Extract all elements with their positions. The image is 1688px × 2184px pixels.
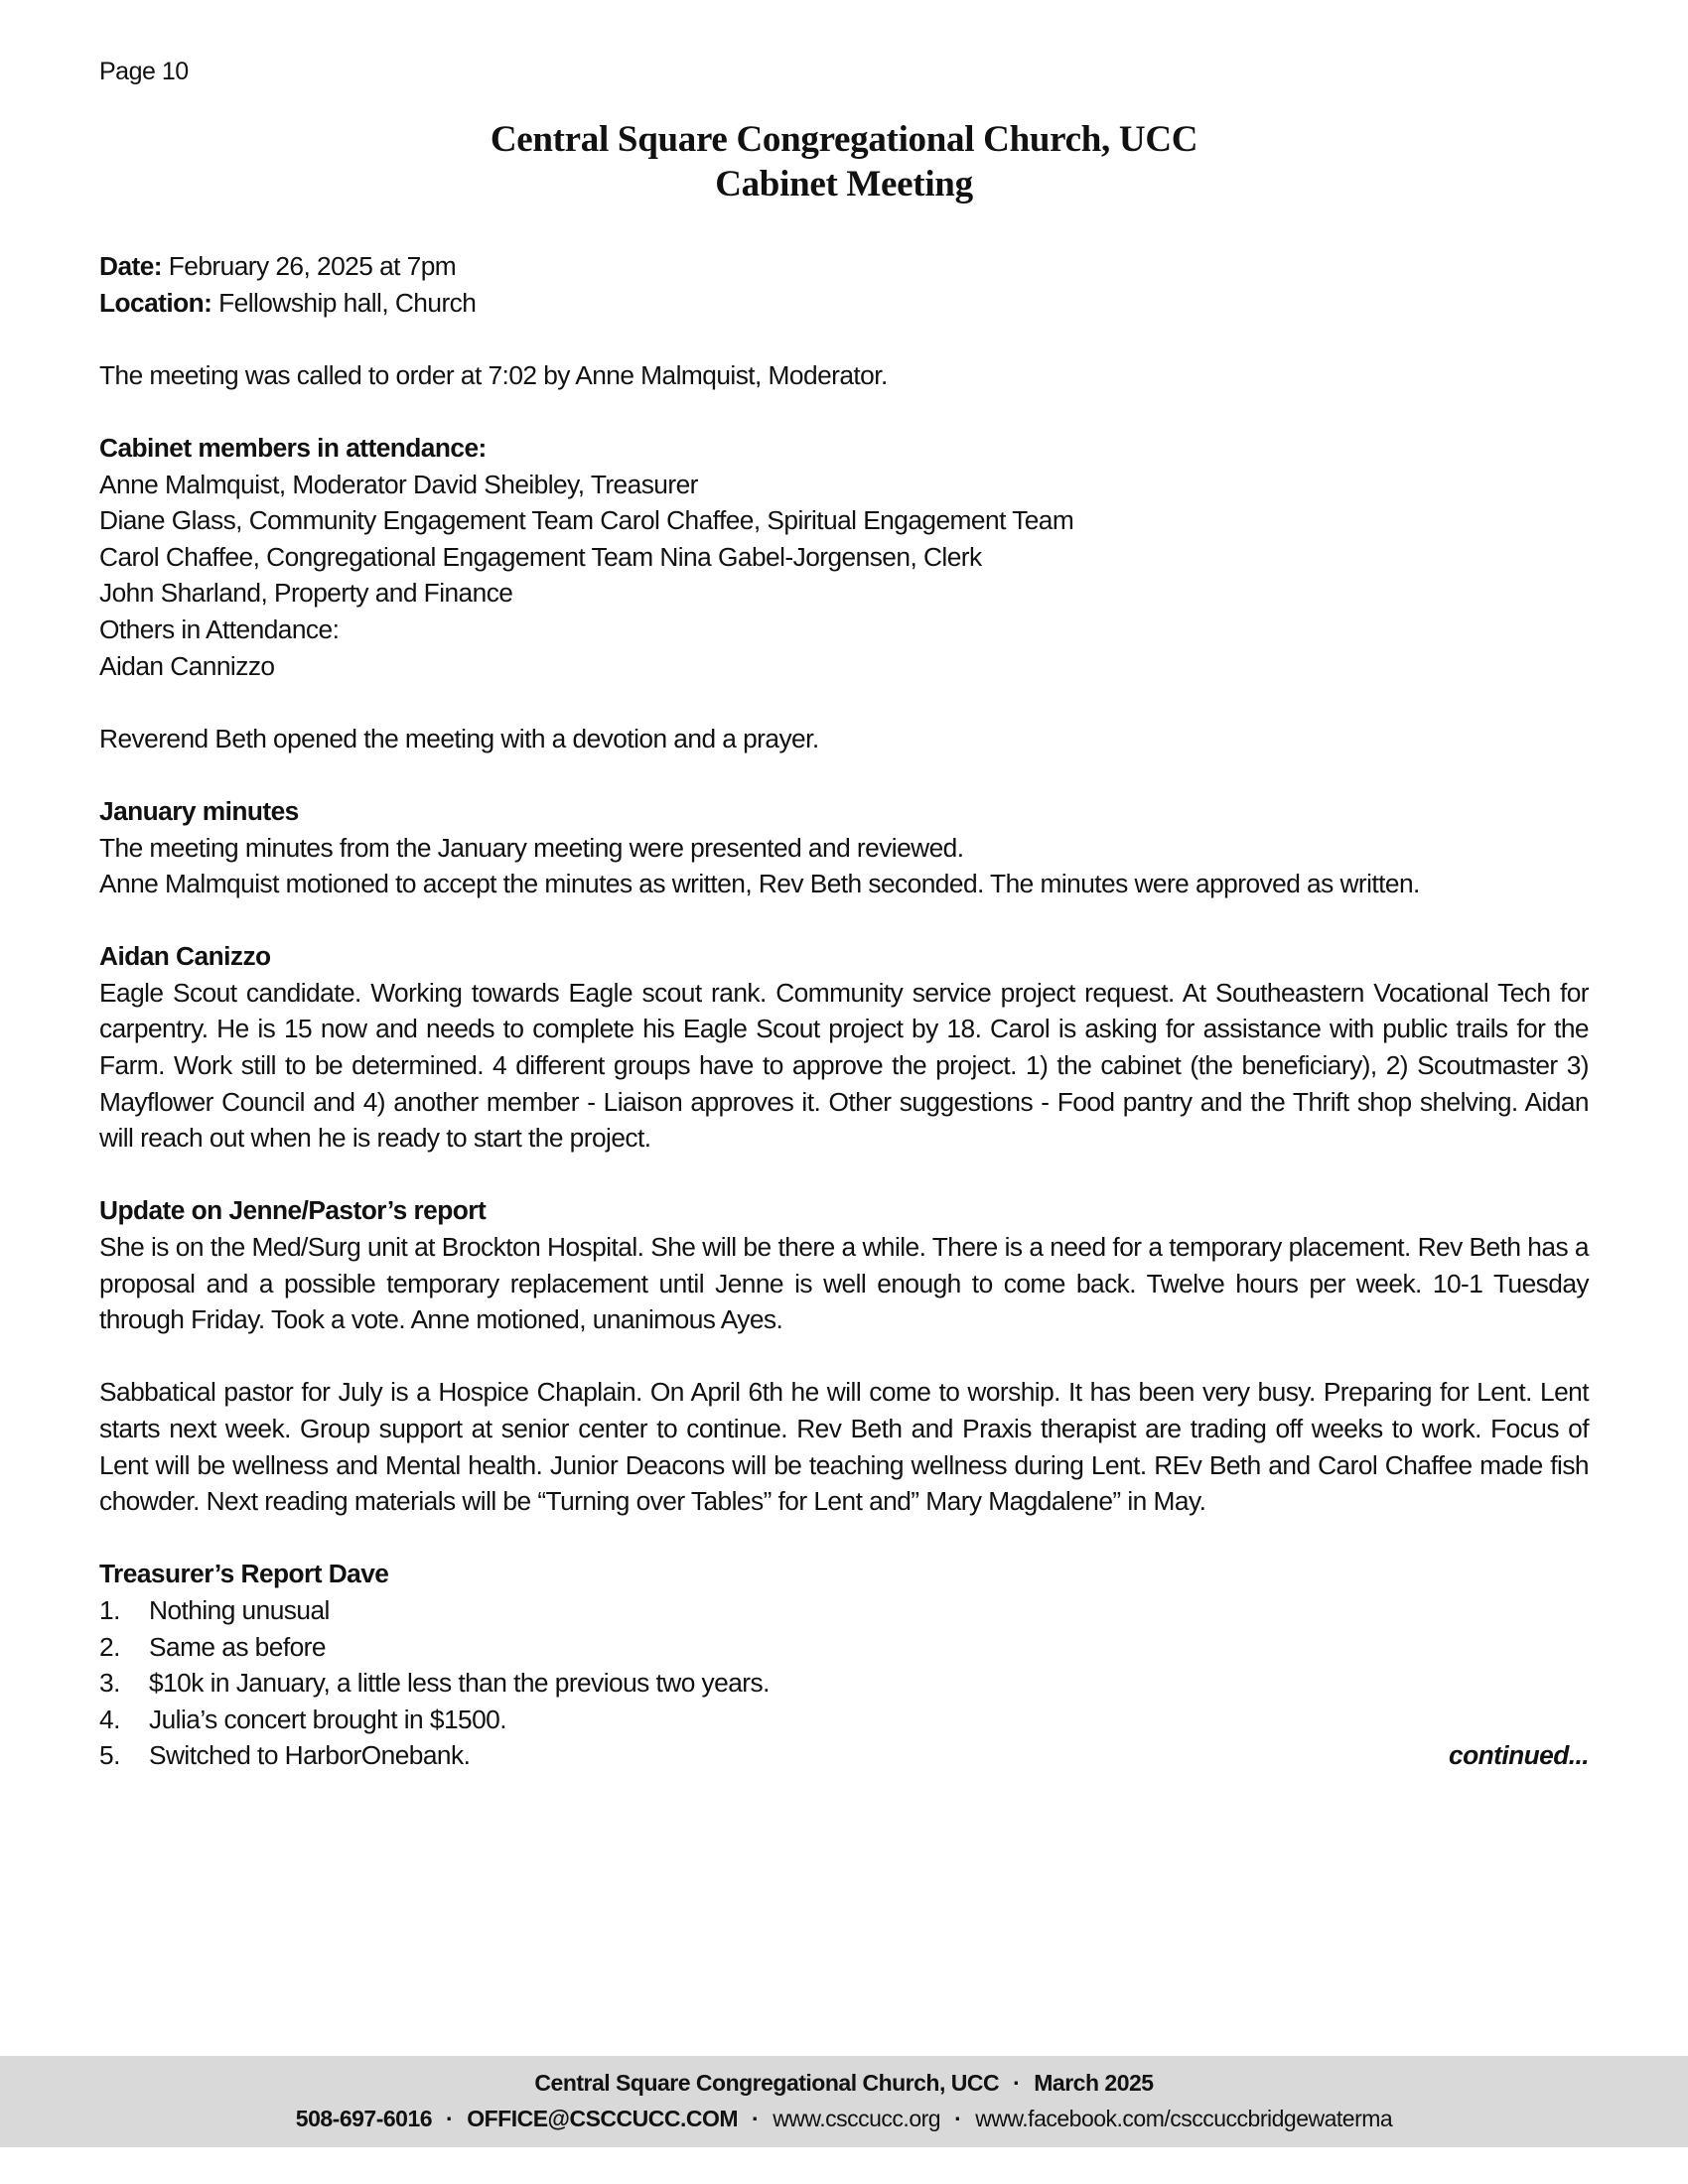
aidan-heading: Aidan Canizzo <box>99 941 271 972</box>
title-meeting-name: Cabinet Meeting <box>715 164 973 205</box>
january-minutes-line: Anne Malmquist motioned to accept the minutes as written, Rev Beth seconded. The minutes were approved as written. <box>99 869 1420 899</box>
footer-contact-line <box>0 2106 1688 2132</box>
separator-dot: · <box>1013 2070 1021 2096</box>
aidan-body: Eagle Scout candidate. Working towards Eagle scout rank. Community service project request. At Southeastern Vocational Tech for carpentry. He is 15 now and needs to complete his Eagle Scout project by 18. Carol is asking for assistance with public trails for the Farm. Work still to be determined. 4 different groups have to approve the project. 1) the cabinet (the beneficiary), 2) Scoutmaster 3) Mayflower Council and 4) another member - Liaison approves it. Other suggestions - Food pantry and the Thrift shop shelving. Aidan will reach out when he is ready to start the project. <box>99 977 1589 1154</box>
list-item: 2. Same as before <box>99 1631 326 1662</box>
page-footer <box>0 2056 1688 2147</box>
pastor-report-body-2: Sabbatical pastor for July is a Hospice Chaplain. On April 6th he will come to worship. It has been very busy. Preparing for Lent. Lent starts next week. Group support at senior center to continue. Rev Beth and Praxis therapist are trading off weeks to work. Focus of Lent will be wellness and Mental health. Junior Deacons will be teaching wellness during Lent. REv Beth and Carol Chaffee made fish chowder. Next reading materials will be “Turning over Tables” for Lent and” Mary Magdalene” in May. <box>99 1377 1589 1517</box>
list-item: 1. Nothing unusual <box>99 1594 330 1625</box>
page-number: Page 10 <box>99 58 189 85</box>
list-item: 4. Julia’s concert brought in $1500. <box>99 1704 506 1734</box>
date-line <box>99 248 1589 285</box>
january-minutes-line: The meeting minutes from the January meeting were presented and reviewed. <box>99 832 964 863</box>
list-item: 3. $10k in January, a little less than the previous two years. <box>99 1668 770 1699</box>
footer-org-name: Central Square Congregational Church, UCC <box>534 2070 1000 2096</box>
footer-email-link[interactable]: OFFICE@CSCCUCC.COM <box>467 2106 739 2131</box>
document-title <box>0 117 1688 206</box>
pastor-report-body: She is on the Med/Surg unit at Brockton Hospital. She will be there a while. There is a need for a temporary placement. Rev Beth has a proposal and a possible temporary replacement until Jenne is well enough to come back. Twelve hours per week. 10-1 Tuesday through Friday. Took a vote. Anne motioned, unanimous Ayes. <box>99 1232 1589 1335</box>
location-value: Fellowship hall, Church <box>211 287 477 318</box>
attendance-heading: Cabinet members in attendance: <box>99 432 487 463</box>
january-minutes-heading: January minutes <box>99 795 299 826</box>
location-line <box>99 285 1589 322</box>
call-to-order: The meeting was called to order at 7:02 by Anne Malmquist, Moderator. <box>99 359 888 390</box>
list-item: 5. Switched to HarborOnebank. continued... <box>99 1737 1589 1774</box>
attendance-line: John Sharland, Property and Finance <box>99 578 513 609</box>
pastor-report-heading: Update on Jenne/Pastor’s report <box>99 1195 487 1226</box>
footer-website-link[interactable]: www.csccucc.org <box>773 2106 941 2131</box>
footer-issue-date: March 2025 <box>1034 2070 1154 2096</box>
attendance-line: Carol Chaffee, Congregational Engagement Team Nina Gabel-Jorgensen, Clerk <box>99 541 982 572</box>
treasurer-heading: Treasurer’s Report Dave <box>99 1559 389 1589</box>
separator-dot: · <box>954 2106 962 2131</box>
minutes-body <box>99 248 1589 1774</box>
date-label: Date: <box>99 251 163 281</box>
separator-dot: · <box>752 2106 760 2131</box>
attendance-line: Diane Glass, Community Engagement Team Carol Chaffee, Spiritual Engagement Team <box>99 505 1074 536</box>
attendance-line: Anne Malmquist, Moderator David Sheibley, Treasurer <box>99 469 698 499</box>
location-label: Location: <box>99 287 212 318</box>
date-value: February 26, 2025 at 7pm <box>162 251 457 281</box>
attendance-line: Others in Attendance: <box>99 614 340 644</box>
devotion-note: Reverend Beth opened the meeting with a devotion and a prayer. <box>99 723 819 753</box>
footer-org-line <box>0 2070 1688 2097</box>
separator-dot: · <box>446 2106 454 2131</box>
footer-facebook-link[interactable]: www.facebook.com/csccuccbridgewaterma <box>975 2106 1393 2131</box>
continued-note: continued... <box>1449 1740 1589 1771</box>
footer-phone: 508-697-6016 <box>295 2106 433 2131</box>
title-church-name: Central Square Congregational Church, UCC <box>490 119 1198 160</box>
treasurer-list <box>99 1592 1589 1774</box>
attendance-line: Aidan Cannizzo <box>99 650 275 681</box>
